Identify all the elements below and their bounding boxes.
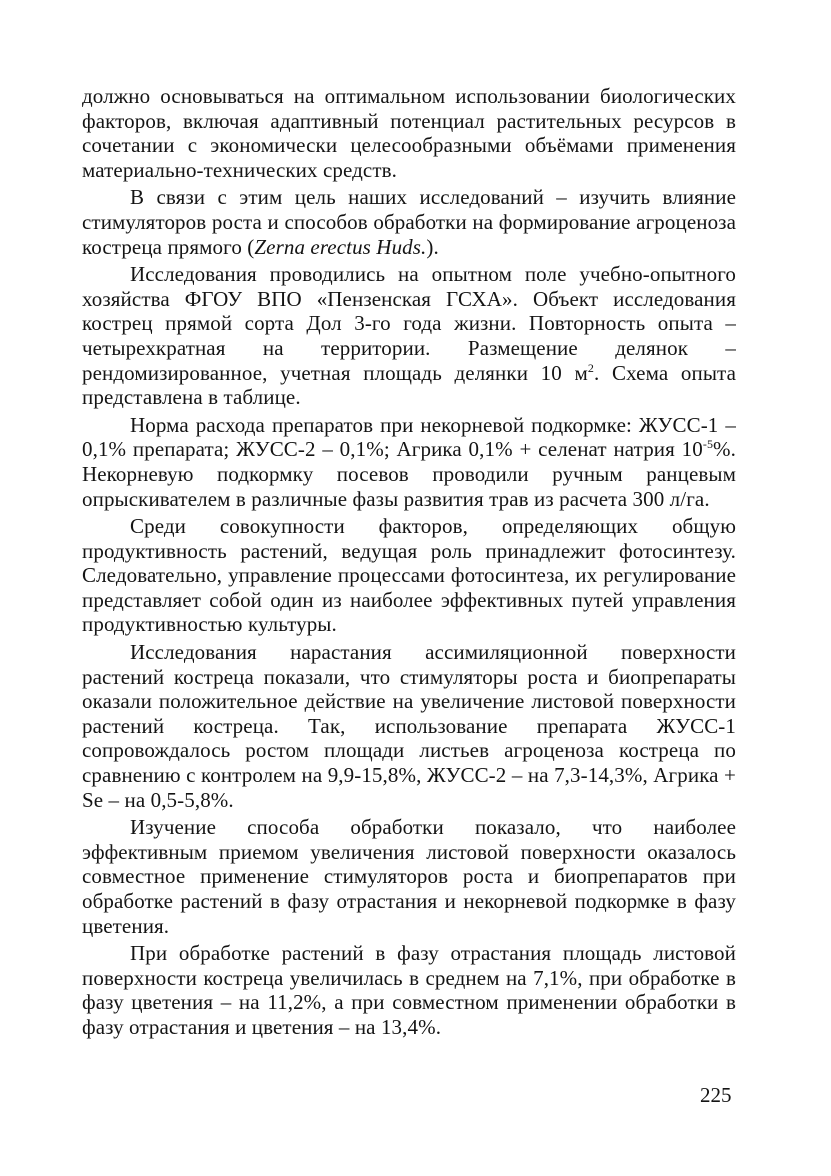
concentration-exponent: -5	[702, 437, 714, 452]
paragraph-8: При обработке растений в фазу отрастания площадь листовой поверхности костреца увеличилась в среднем на 7,1%, при обработке в фазу цветения – на 11,2%, а при совместном применении обработки в фазу отрастания и цветения – на 13,4%.	[82, 941, 736, 1039]
paragraph-6: Исследования нарастания ассимиляционной поверхности растений костреца показали, что стимуляторы роста и биопрепараты оказали положительное действие на увеличение листовой поверхности растений костреца. Так, использование препарата ЖУСС-1 сопровождалось ростом площади листьев агроценоза костреца по сравнению с контролем на 9,9-15,8%, ЖУСС-2 – на 7,3-14,3%, Агрика + Se – на 0,5-5,8%.	[82, 640, 736, 812]
paragraph-2-text: В связи с этим цель наших исследований – изучить влияние стимуляторов роста и способов обработки на формирование агроценоза костреца прямого (	[82, 185, 736, 259]
paragraph-2	[82, 185, 736, 259]
paragraph-4-text: Норма расхода препаратов при некорневой подкормке: ЖУСС-1 – 0,1% препарата; ЖУСС-2 – 0,1%; Агрика 0,1% + селенат натрия 10	[82, 412, 736, 462]
paragraph-3	[82, 262, 736, 410]
paragraph-7: Изучение способа обработки показало, что наиболее эффективным приемом увеличения листовой поверхности оказалось совместное применение стимуляторов роста и биопрепаратов при обработке растений в фазу отрастания и некорневой подкормке в фазу цветения.	[82, 815, 736, 938]
paragraph-4-end: %. Некорневую подкормку посевов проводили ручным ранцевым опрыскивателем в различные фазы развития трав из расчета 300 л/га.	[82, 437, 736, 511]
page-number: 225	[700, 1083, 732, 1107]
area-exponent: 2	[587, 360, 594, 375]
paragraph-5: Среди совокупности факторов, определяющих общую продуктивность растений, ведущая роль принадлежит фотосинтезу. Следовательно, управление процессами фотосинтеза, их регулирование представляет собой один из наиболее эффективных путей управления продуктивностью культуры.	[82, 514, 736, 637]
paragraph-3-text: Исследования проводились на опытном поле учебно-опытного хозяйства ФГОУ ВПО «Пензенская ГСХА». Объект исследования кострец прямой сорта Дол 3-го года жизни. Повторность опыта – четырехкратная на территории. Размещение делянок – рендомизированное, учетная площадь делянки 10 м	[82, 262, 736, 385]
species-name: Zerna erectus Huds.	[254, 234, 427, 259]
paragraph-2-end: ).	[426, 234, 439, 259]
paragraph-1: должно основываться на оптимальном использовании биологических факторов, включая адаптивный потенциал растительных ресурсов в сочетании с экономически целесообразными объёмами применения материально-технических средств.	[82, 84, 736, 182]
paragraph-3-end: . Схема опыта представлена в таблице.	[82, 360, 736, 410]
paragraph-4	[82, 413, 736, 511]
page-body	[82, 84, 736, 1042]
